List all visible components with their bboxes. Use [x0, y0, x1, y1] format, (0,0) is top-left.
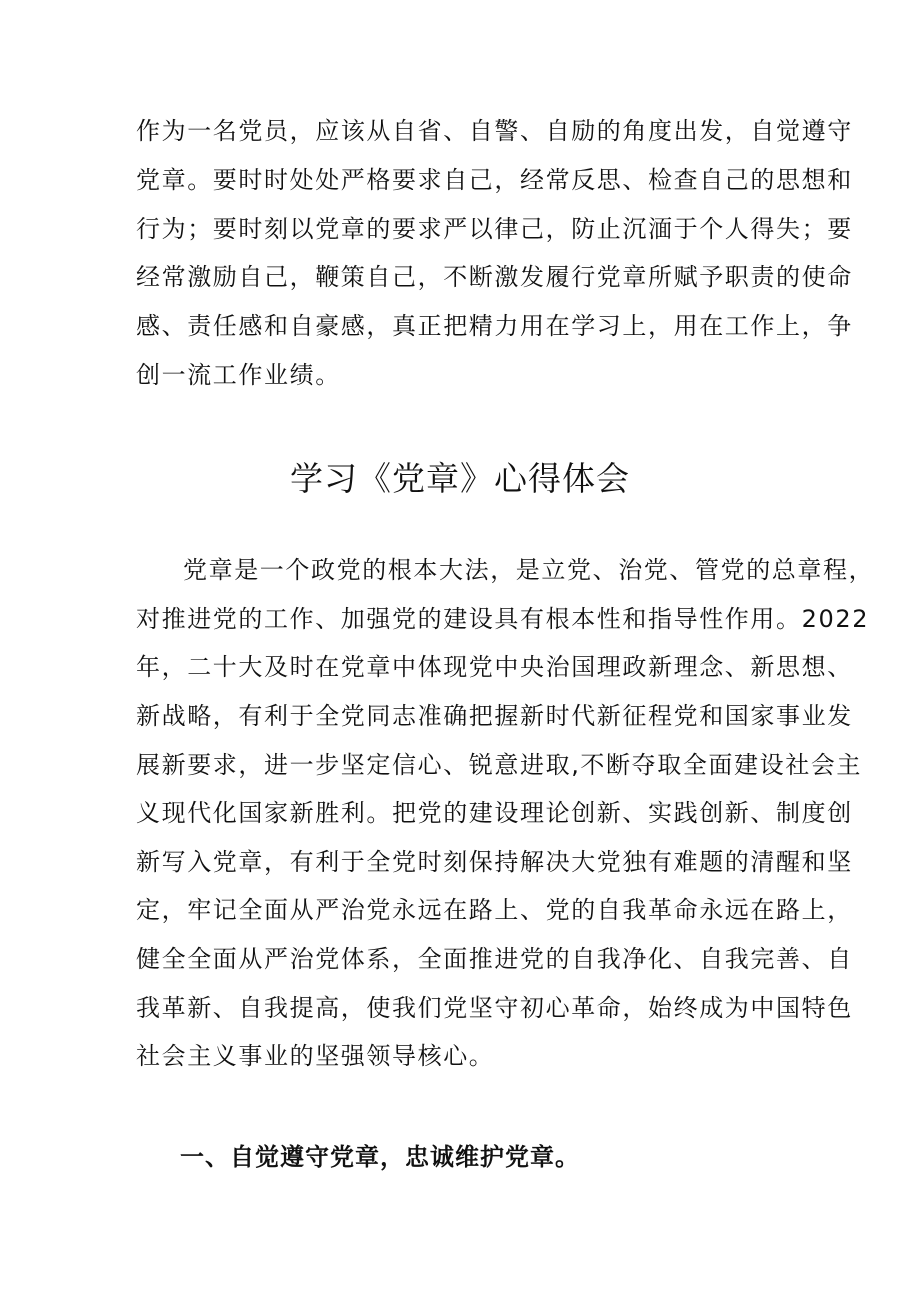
top-paragraph-line: 党章。要时时处处严格要求自己，经常反思、检查自己的思想和	[136, 166, 853, 194]
main-paragraph-line: 党章是一个政党的根本大法，是立党、治党、管党的总章程，	[183, 556, 875, 584]
main-paragraph-line: 义现代化国家新胜利。把党的建设理论创新、实践创新、制度创	[136, 799, 853, 827]
main-paragraph-line: 我革新、自我提高，使我们党坚守初心革命，始终成为中国特色	[136, 994, 853, 1022]
main-paragraph-line: 健全全面从严治党体系，全面推进党的自我净化、自我完善、自	[136, 945, 853, 973]
top-paragraph-line: 行为；要时刻以党章的要求严以律己，防止沉湎于个人得失；要	[136, 215, 853, 243]
top-paragraph-line: 创一流工作业绩。	[136, 361, 341, 389]
main-paragraph-line: 年，二十大及时在党章中体现党中央治国理政新理念、新思想、	[136, 653, 853, 681]
main-paragraph-line: 新写入党章，有利于全党时刻保持解决大党独有难题的清醒和坚	[136, 848, 853, 876]
top-paragraph-line: 作为一名党员，应该从自省、自警、自励的角度出发，自觉遵守	[136, 117, 853, 145]
main-paragraph-line: 对推进党的工作、加强党的建设具有根本性和指导性作用。2022	[136, 605, 870, 633]
main-paragraph-line: 展新要求，进一步坚定信心、锐意进取,不断夺取全面建设社会主	[136, 751, 863, 779]
main-paragraph-line: 新战略，有利于全党同志准确把握新时代新征程党和国家事业发	[136, 702, 853, 730]
document-title: 学习《党章》心得体会	[290, 459, 630, 498]
main-paragraph-line: 社会主义事业的坚强领导核心。	[136, 1042, 495, 1070]
main-paragraph-line: 定，牢记全面从严治党永远在路上、党的自我革命永远在路上，	[136, 896, 853, 924]
top-paragraph-line: 经常激励自己，鞭策自己，不断激发履行党章所赋予职责的使命	[136, 263, 853, 291]
top-paragraph-line: 感、责任感和自豪感，真正把精力用在学习上，用在工作上，争	[136, 312, 853, 340]
section-heading: 一、自觉遵守党章，忠诚维护党章。	[180, 1143, 580, 1171]
